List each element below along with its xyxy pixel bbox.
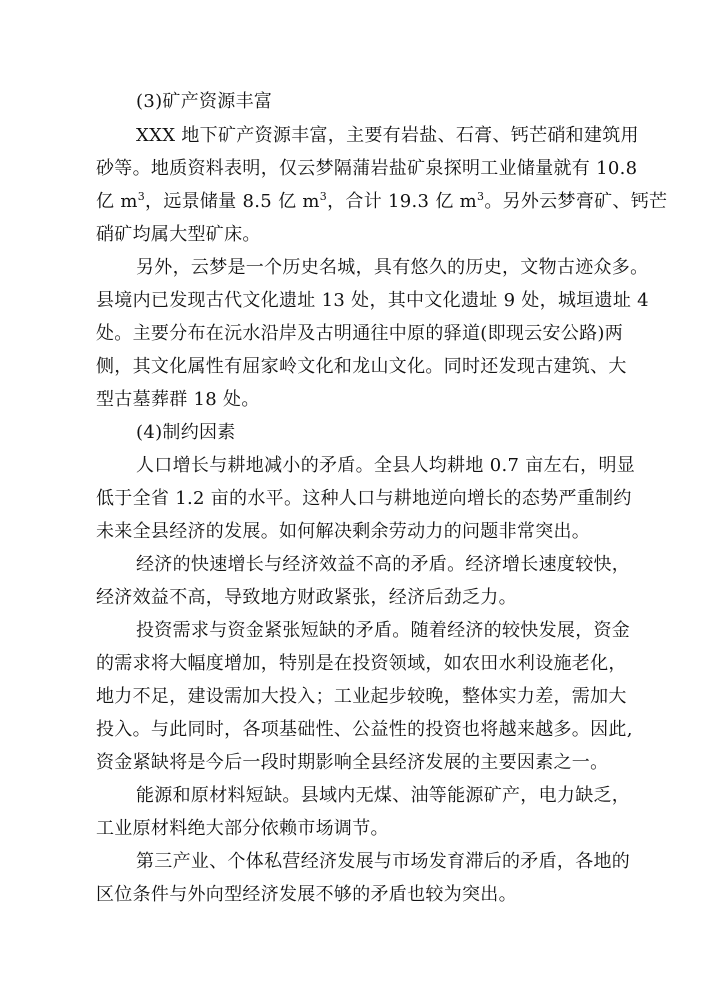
s3-p1-line-3-text-a: 亿 m <box>96 191 138 212</box>
s3-p1-line-4: 硝矿均属大型矿床。 <box>96 224 261 245</box>
superscript-3: 3 <box>319 190 328 203</box>
s4-p1-line-2: 低于全省 1.2 亩的水平。这种人口与耕地逆向增长的态势严重制约 <box>96 488 632 509</box>
s3-p2-line-3: 处。主要分布在沅水沿岸及古明通往中原的驿道(即现云安公路)两 <box>96 323 624 344</box>
superscript-3: 3 <box>137 190 146 203</box>
s3-p1-line-3-text-b: ，远景储量 8.5 亿 m <box>145 191 320 212</box>
s3-p2-line-5: 型古墓葬群 18 处。 <box>96 389 260 410</box>
section-4-heading: (4)制约因素 <box>136 422 236 443</box>
s3-p1-line-3-text-c: ，合计 19.3 亿 m <box>327 191 478 212</box>
s4-p4-line-1: 能源和原材料短缺。县域内无煤、油等能源矿产，电力缺乏， <box>136 785 631 806</box>
s3-p1-line-3-text-d: 。另外云梦膏矿、钙芒 <box>484 191 668 212</box>
s4-p2-line-2: 经济效益不高，导致地方财政紧张，经济后劲乏力。 <box>96 587 517 608</box>
s4-p3-line-3: 地力不足，建设需加大投入；工业起步较晚，整体实力差，需加大 <box>96 686 627 707</box>
s4-p2-line-1: 经济的快速增长与经济效益不高的矛盾。经济增长速度较快， <box>136 554 631 575</box>
s3-p2-line-4: 侧，其文化属性有屈家岭文化和龙山文化。同时还发现古建筑、大 <box>96 356 627 377</box>
s4-p4-line-2: 工业原材料绝大部分依赖市场调节。 <box>96 818 389 839</box>
s4-p3-line-2: 的需求将大幅度增加，特别是在投资领域，如农田水利设施老化， <box>96 653 627 674</box>
s3-p2-line-1: 另外，云梦是一个历史名城，具有悠久的历史，文物古迹众多。 <box>136 257 649 278</box>
section-3-heading: (3)矿产资源丰富 <box>136 91 273 112</box>
s4-p3-line-4: 投入。与此同时，各项基础性、公益性的投资也将越来越多。因此, <box>96 719 633 740</box>
s4-p5-line-1: 第三产业、个体私营经济发展与市场发育滞后的矛盾，各地的 <box>136 851 631 872</box>
s4-p5-line-2: 区位条件与外向型经济发展不够的矛盾也较为突出。 <box>96 884 517 905</box>
s4-p1-line-3: 未来全县经济的发展。如何解决剩余劳动力的问题非常突出。 <box>96 521 591 542</box>
s4-p1-line-1: 人口增长与耕地减小的矛盾。全县人均耕地 0.7 亩左右，明显 <box>136 455 636 476</box>
s4-p3-line-5: 资金紧缺将是今后一段时期影响全县经济发展的主要因素之一。 <box>96 752 609 773</box>
s3-p1-line-1: XXX 地下矿产资源丰富，主要有岩盐、石膏、钙芒硝和建筑用 <box>136 125 639 146</box>
s3-p1-line-2: 砂等。地质资料表明，仅云梦隔蒲岩盐矿泉探明工业储量就有 10.8 <box>96 158 638 179</box>
s4-p3-line-1: 投资需求与资金紧张短缺的矛盾。随着经济的较快发展，资金 <box>136 620 631 641</box>
superscript-3: 3 <box>477 190 485 203</box>
s3-p2-line-2: 县境内已发现古代文化遗址 13 处，其中文化遗址 9 处，城垣遗址 4 <box>96 290 649 311</box>
s3-p1-line-3 <box>96 189 667 215</box>
